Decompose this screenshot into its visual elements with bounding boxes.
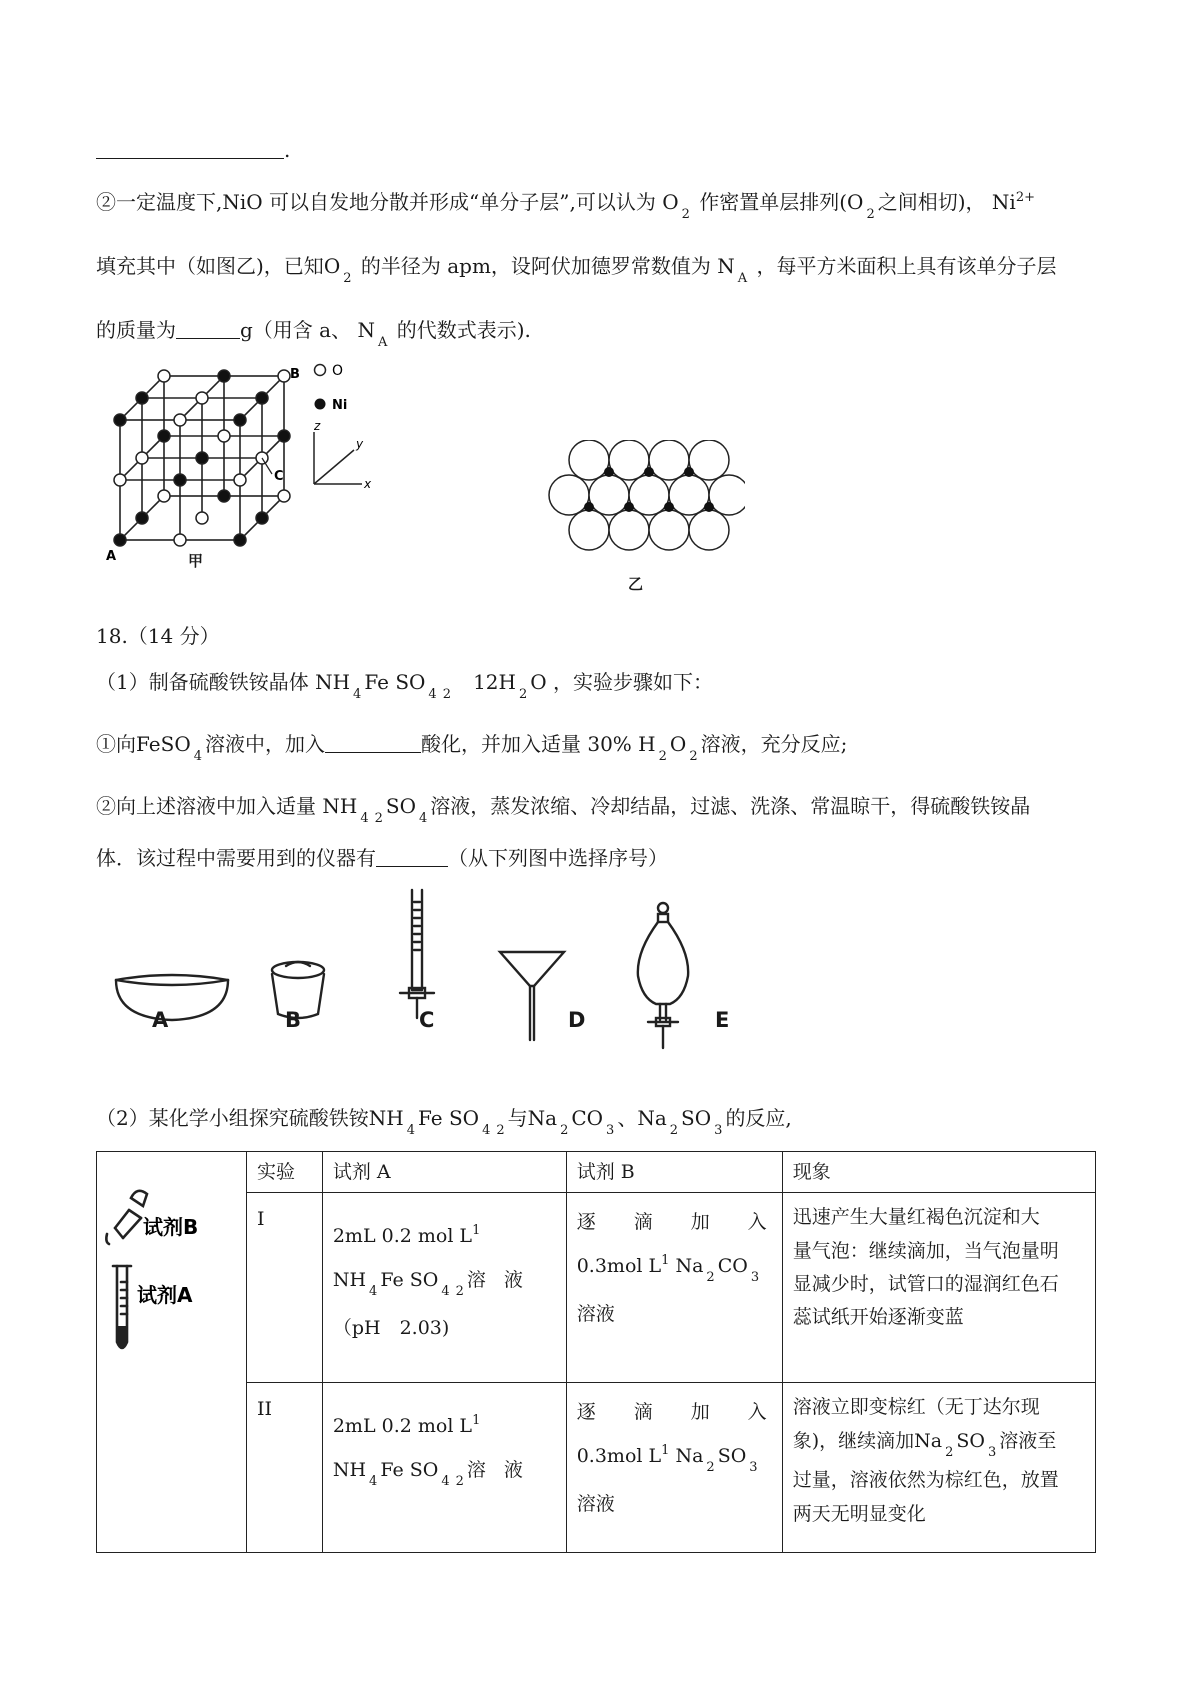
experiment-table (96, 1151, 1096, 1553)
answer-blank-apparatus[interactable] (376, 848, 448, 867)
reagent-b-cell: 逐 滴 加 入 0.3mol $L^1$ $Na_2CO_3$ 溶液 (566, 1193, 782, 1383)
q18-part1-intro: （1）制备硫酸铁铵晶体 $NH_4Fe$ $SO_4$ $_2$ $12H_2O$ ，实验步骤如下： (96, 670, 713, 702)
test-tube-dropper-figure (101, 1158, 241, 1358)
q18-step2-cont: 体．该过程中需要用到的仪器有 （从下列图中选择序号） (96, 846, 668, 870)
col-header-reagent-a: 试剂 A (322, 1152, 566, 1193)
answer-blank-acid[interactable] (325, 734, 421, 753)
q18-part2-intro: （2）某化学小组探究硫酸铁铵$NH_4Fe$ $SO_4$ $_2$与$Na_2CO_3$、$Na_2SO_3$的反应, (96, 1106, 792, 1138)
phenomenon-cell: 迅速产生大量红褐色沉淀和大 量气泡：继续滴加，当气泡量明 显减少时，试管口的湿润红色石 蕊试纸开始逐渐变蓝 (782, 1193, 1095, 1383)
svg-text:O: O (332, 363, 344, 379)
apparatus-figure (100, 880, 800, 1080)
apparatus-label-e: E (715, 1008, 730, 1032)
answer-blank-prev (96, 138, 290, 162)
svg-text:试剂B: 试剂B (143, 1215, 199, 1239)
q18-header: 18.（14 分） (96, 624, 220, 648)
svg-text:z: z (314, 419, 321, 433)
svg-text:B: B (290, 367, 300, 382)
table-row (97, 1193, 1096, 1383)
table-row (97, 1383, 1096, 1553)
table-header-row (97, 1152, 1096, 1193)
col-header-phenomenon: 现象 (782, 1152, 1095, 1193)
exp-id: I (246, 1193, 322, 1383)
figure-yi-caption: 乙 (628, 575, 644, 593)
apparatus-label-a: A (152, 1008, 169, 1032)
exp-id: II (246, 1383, 322, 1553)
reagent-a-cell: 2mL 0.2 mol $L^1$ $NH_4Fe$ $SO_4$ $_2$溶 液 （pH 2.03) (322, 1193, 566, 1383)
reagent-a-cell: 2mL 0.2 mol $L^1$ $NH_4Fe$ $SO_4$ $_2$溶 液 (322, 1383, 566, 1553)
q18-step2: ②向上述溶液中加入适量 $NH_4$ $_2SO_4$溶液，蒸发浓缩、冷却结晶，过滤、洗涤、常温晾干，得硫酸铁铵晶 (96, 794, 1031, 826)
apparatus-label-d: D (568, 1008, 586, 1032)
col-header-experiment: 实验 (246, 1152, 322, 1193)
svg-text:Ni: Ni (332, 398, 348, 413)
svg-text:x: x (364, 477, 372, 491)
col-header-reagent-b: 试剂 B (566, 1152, 782, 1193)
q17-part2-line3: 的质量为 g（用含 a、 $N_A$ 的代数式表示). (96, 318, 531, 350)
reagent-b-cell: 逐 滴 加 入 0.3mol $L^1$ $Na_2SO_3$ 溶液 (566, 1383, 782, 1553)
figure-jia-nio-cell (100, 360, 430, 570)
svg-text:试剂A: 试剂A (137, 1283, 193, 1307)
phenomenon-cell: 溶液立即变棕红（无丁达尔现 象)，继续滴加$Na_2SO_3$溶液至 过量，溶液依然为棕红色，放置 两天无明显变化 (782, 1383, 1095, 1553)
apparatus-label-c: C (419, 1008, 435, 1032)
test-tube-figure-cell (97, 1152, 247, 1553)
q17-part2-line2: 填充其中（如图乙)，已知$O_2$ 的半径为 apm，设阿伏加德罗常数值为 $N_A$ ，每平方米面积上具有该单分子层 (96, 254, 1057, 286)
answer-blank-mass[interactable] (176, 320, 240, 339)
apparatus-label-b: B (285, 1008, 302, 1032)
figure-jia-caption: 甲 (188, 552, 204, 570)
svg-text:y: y (356, 437, 364, 451)
svg-text:C: C (274, 469, 284, 484)
figure-yi-monolayer (545, 440, 745, 565)
q18-step1: ①向FeSO$_4$溶液中，加入 酸化，并加入适量 30% $H_2O_2$溶液，充分反应; (96, 732, 848, 764)
q17-part2-line1: ②一定温度下,NiO 可以自发地分散并形成“单分子层”,可以认为 $O_2$ 作密置单层排列($O_2$之间相切)， $Ni^{2+}$ (96, 190, 1035, 222)
svg-text:A: A (106, 549, 117, 564)
end-mark: . (284, 138, 291, 162)
